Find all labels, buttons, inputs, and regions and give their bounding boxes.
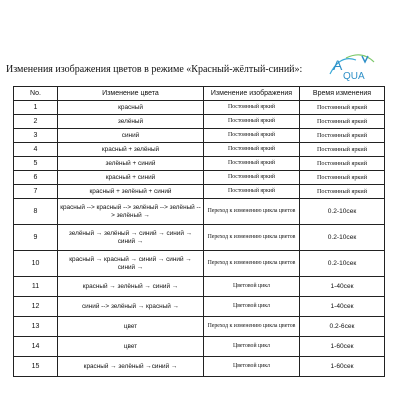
table-row bbox=[14, 143, 385, 157]
row-image-change: Цветовой цикл bbox=[204, 357, 300, 377]
table-header-row bbox=[14, 87, 385, 101]
row-color-change: цвет bbox=[58, 317, 204, 337]
table-row bbox=[14, 199, 385, 225]
color-modes-table bbox=[13, 86, 385, 377]
row-change-time: 0.2-10сек bbox=[300, 251, 385, 277]
row-change-time: Постоянный яркий bbox=[300, 129, 385, 143]
table-row bbox=[14, 277, 385, 297]
row-image-change: Постоянный яркий bbox=[204, 129, 300, 143]
table-row bbox=[14, 101, 385, 115]
row-color-change: красный → зелёный → синий → bbox=[58, 277, 204, 297]
table-row bbox=[14, 225, 385, 251]
row-color-change: красный + зелёный bbox=[58, 143, 204, 157]
row-change-time: 0.2-10сек bbox=[300, 199, 385, 225]
row-image-change: Цветовой цикл bbox=[204, 337, 300, 357]
row-image-change: Постоянный яркий bbox=[204, 101, 300, 115]
row-change-time: Постоянный яркий bbox=[300, 101, 385, 115]
page-title: Изменения изображения цветов в режиме «Красный-жёлтый-синий»: bbox=[6, 64, 303, 75]
row-number: 10 bbox=[14, 251, 58, 277]
table-row bbox=[14, 171, 385, 185]
row-change-time: 1-60сек bbox=[300, 337, 385, 357]
row-change-time: Постоянный яркий bbox=[300, 185, 385, 199]
table-row bbox=[14, 337, 385, 357]
row-color-change: красный --> красный --> зелёный --> зелёный --> зелёный → bbox=[58, 199, 204, 225]
row-image-change: Постоянный яркий bbox=[204, 157, 300, 171]
header-image-change: Изменение изображения bbox=[204, 87, 300, 101]
row-image-change: Постоянный яркий bbox=[204, 185, 300, 199]
row-change-time: Постоянный яркий bbox=[300, 171, 385, 185]
row-change-time: Постоянный яркий bbox=[300, 115, 385, 129]
row-image-change: Цветовой цикл bbox=[204, 277, 300, 297]
header-color-change: Изменение цвета bbox=[58, 87, 204, 101]
row-number: 1 bbox=[14, 101, 58, 115]
row-change-time: 1-60сек bbox=[300, 357, 385, 377]
row-color-change: синий bbox=[58, 129, 204, 143]
row-image-change: Постоянный яркий bbox=[204, 115, 300, 129]
row-color-change: красный → зелёный →синий → bbox=[58, 357, 204, 377]
row-color-change: зелёный + синий bbox=[58, 157, 204, 171]
row-number: 3 bbox=[14, 129, 58, 143]
table-row bbox=[14, 297, 385, 317]
row-number: 11 bbox=[14, 277, 58, 297]
row-image-change: Постоянный яркий bbox=[204, 171, 300, 185]
row-number: 9 bbox=[14, 225, 58, 251]
aqua-logo bbox=[326, 50, 378, 84]
table-row bbox=[14, 317, 385, 337]
row-color-change: зелёный bbox=[58, 115, 204, 129]
table-row bbox=[14, 185, 385, 199]
row-color-change: красный + зелёный + синий bbox=[58, 185, 204, 199]
svg-text:A: A bbox=[333, 57, 343, 73]
header-no: No. bbox=[14, 87, 58, 101]
row-image-change: Постоянный яркий bbox=[204, 143, 300, 157]
row-color-change: зелёный → зелёный → синий → синий → синий → bbox=[58, 225, 204, 251]
row-change-time: 0.2-6сек bbox=[300, 317, 385, 337]
row-color-change: цвет bbox=[58, 337, 204, 357]
row-color-change: красный → красный → синий → синий → синий → bbox=[58, 251, 204, 277]
table-row bbox=[14, 251, 385, 277]
row-number: 8 bbox=[14, 199, 58, 225]
row-color-change: синий --> зелёный → красный → bbox=[58, 297, 204, 317]
row-image-change: Переход к изменению цикла цветов bbox=[204, 317, 300, 337]
row-change-time: 1-40сек bbox=[300, 277, 385, 297]
row-image-change: Переход к изменению цикла цветов bbox=[204, 199, 300, 225]
row-number: 7 bbox=[14, 185, 58, 199]
row-change-time: 1-40сек bbox=[300, 297, 385, 317]
row-number: 2 bbox=[14, 115, 58, 129]
row-change-time: Постоянный яркий bbox=[300, 157, 385, 171]
row-change-time: Постоянный яркий bbox=[300, 143, 385, 157]
row-number: 15 bbox=[14, 357, 58, 377]
row-number: 13 bbox=[14, 317, 58, 337]
row-change-time: 0.2-10сек bbox=[300, 225, 385, 251]
row-number: 4 bbox=[14, 143, 58, 157]
row-color-change: красный bbox=[58, 101, 204, 115]
header-change-time: Время изменения bbox=[300, 87, 385, 101]
row-number: 12 bbox=[14, 297, 58, 317]
table-row bbox=[14, 357, 385, 377]
row-image-change: Переход к изменению цикла цветов bbox=[204, 225, 300, 251]
row-image-change: Цветовой цикл bbox=[204, 297, 300, 317]
table-row bbox=[14, 157, 385, 171]
table-row bbox=[14, 115, 385, 129]
svg-text:QUA: QUA bbox=[343, 71, 365, 82]
row-number: 14 bbox=[14, 337, 58, 357]
row-color-change: красный + синий bbox=[58, 171, 204, 185]
row-image-change: Переход к изменению цикла цветов bbox=[204, 251, 300, 277]
row-number: 5 bbox=[14, 157, 58, 171]
table-row bbox=[14, 129, 385, 143]
row-number: 6 bbox=[14, 171, 58, 185]
